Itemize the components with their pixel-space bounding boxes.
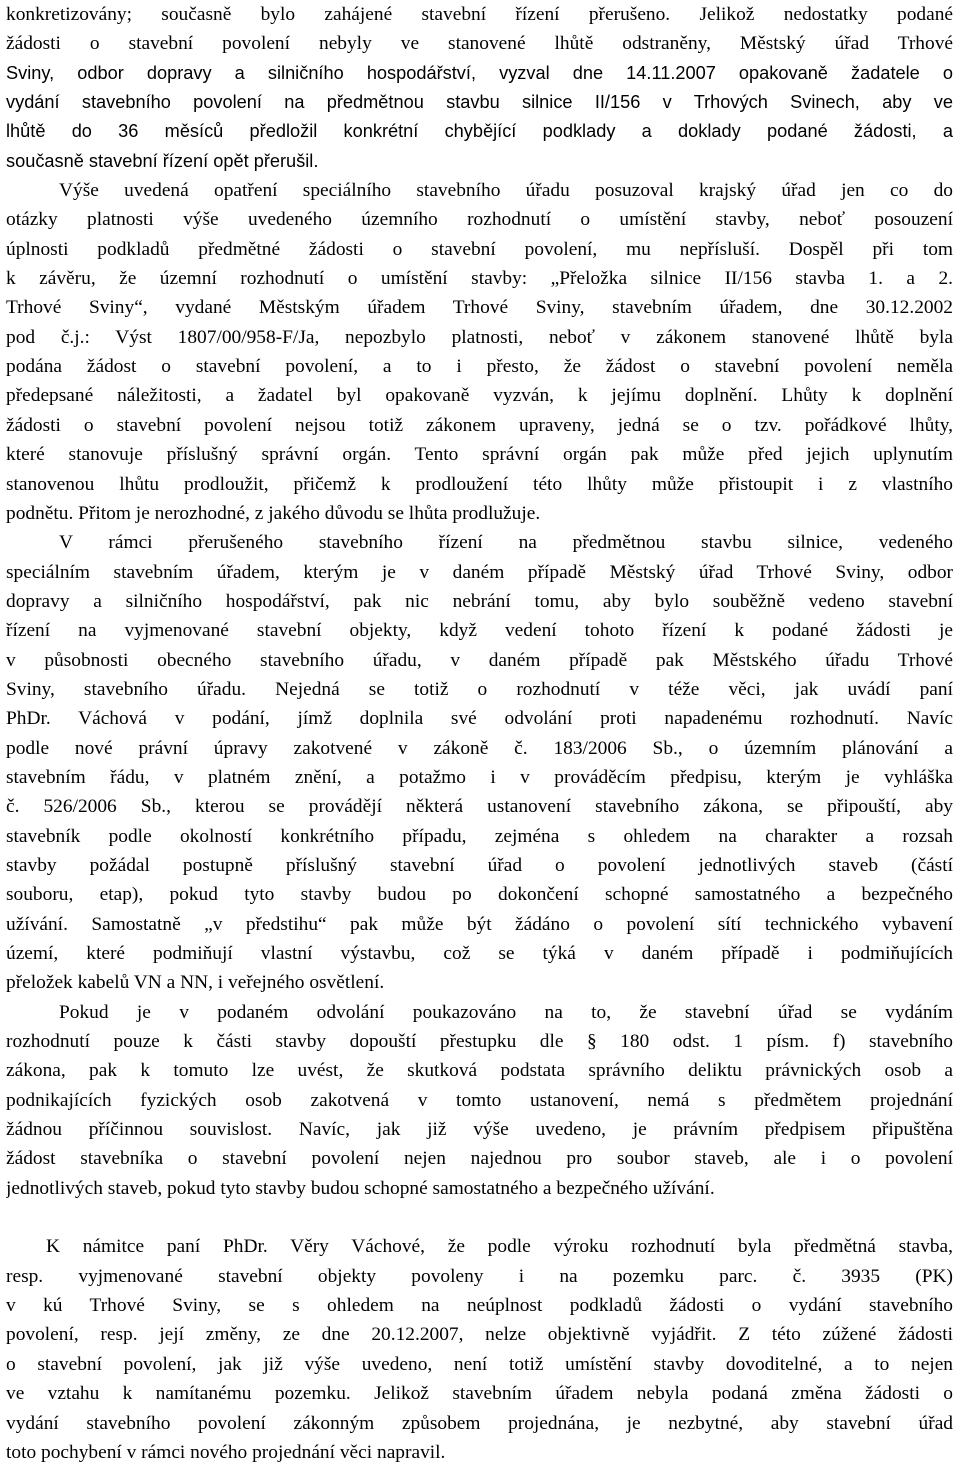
paragraph-3 (6, 528, 953, 998)
text-line: resp. vyjmenované stavební objekty povoleny i na pozemku parc. č. 3935 (PK) (6, 1265, 953, 1287)
text-line: území, které podmiňují vlastní výstavbu, což se týká v daném případě i podmiňujících (6, 943, 953, 964)
text-line: žádosti o stavební povolení nebyly ve stanovené lhůtě odstraněny, Městský úřad Trhové (6, 33, 953, 55)
text-line: stavebník podle okolností konkrétního případu, zejména s ohledem na charakter a rozsah (6, 825, 953, 847)
text-line: vydání stavebního povolení na předmětnou stavbu silnice II/156 v Trhových Svinech, aby ve (6, 92, 953, 113)
text-line: podnětu. Přitom je nerozhodné, z jakého důvodu se lhůta prodlužuje. (6, 502, 541, 524)
text-line: žádosti o stavební povolení nejsou totiž zákonem upraveny, jedná se o tzv. pořádkové lhůty, (6, 414, 953, 436)
text-line: konkretizovány; současně bylo zahájené stavební řízení přerušeno. Jelikož nedostatky podané (6, 4, 953, 25)
text-line: speciálním stavebním úřadem, kterým je v daném případě Městský úřad Trhové Sviny, odbor (6, 561, 953, 583)
text-line: žádnou příčinnou souvislost. Navíc, jak již výše uvedeno, je právním předpisem připuštěna (6, 1119, 953, 1141)
text-line: Trhové Sviny“, vydané Městským úřadem Trhové Sviny, stavebním úřadem, dne 30.12.2002 (6, 297, 953, 319)
text-line: k závěru, že územní rozhodnutí o umístění stavby: „Přeložka silnice II/156 stavba 1. a 2. (6, 268, 953, 290)
text-line: K námitce paní PhDr. Věry Váchové, že podle výroku rozhodnutí byla předmětná stavba, (46, 1236, 953, 1258)
text-line: řízení na vyjmenované stavební objekty, když vedení tohoto řízení k podané žádosti je (6, 620, 953, 642)
text-line: ve vztahu k namítanému pozemku. Jelikož stavebním úřadem nebyla podaná změna žádosti o (6, 1383, 953, 1405)
paragraph-2 (6, 176, 953, 528)
text-line: Sviny, stavebního úřadu. Nejedná se totiž o rozhodnutí v téže věci, jak uvádí paní (6, 678, 953, 700)
text-line: toto pochybení v rámci nového projednání věci napravil. (6, 1441, 446, 1463)
text-line: č. 526/2006 Sb., kterou se provádějí některá ustanovení stavebního zákona, se připouští, aby (6, 796, 953, 818)
paragraph-spacer (6, 1203, 953, 1232)
text-line: stanovenou lhůtu prodloužit, přičemž k prodloužení této lhůty může přistoupit i z vlastního (6, 473, 953, 495)
text-line: podána žádost o stavební povolení, a to i přesto, že žádost o stavební povolení neměla (6, 356, 953, 378)
text-line: podnikajících fyzických osob zakotvená v tomto ustanovení, nemá s předmětem projednání (6, 1089, 953, 1111)
text-line: otázky platnosti výše uvedeného územního rozhodnutí o umístění stavby, neboť posouzení (6, 209, 953, 231)
text-line: lhůtě do 36 měsíců předložil konkrétní chybějící podklady a doklady podané žádosti, a (6, 121, 953, 142)
text-line: dopravy a silničního hospodářství, pak nic nebrání tomu, aby bylo souběžně vedeno stavební (6, 590, 953, 612)
text-line: Pokud je v podaném odvolání poukazováno na to, že stavební úřad se vydáním (59, 1001, 953, 1023)
text-line: jednotlivých staveb, pokud tyto stavby budou schopné samostatného a bezpečného užívání. (6, 1177, 715, 1199)
paragraph-1 (6, 0, 953, 176)
text-line: o stavební povolení, jak již výše uvedeno, není totiž umístění stavby dovoditelné, a to nejen (6, 1353, 953, 1375)
paragraph-5 (6, 1232, 953, 1467)
paragraph-4 (6, 998, 953, 1203)
text-line: žádost stavebníka o stavební povolení nejen najednou pro soubor staveb, ale i o povolení (6, 1148, 953, 1170)
text-line: Výše uvedená opatření speciálního stavebního úřadu posuzoval krajský úřad jen co do (59, 180, 953, 202)
text-line: v kú Trhové Sviny, se s ohledem na neúplnost podkladů žádosti o vydání stavebního (6, 1295, 953, 1317)
text-line: pod č.j.: Výst 1807/00/958-F/Ja, nepozbylo platnosti, neboť v zákonem stanovené lhůtě byla (6, 326, 953, 348)
text-line: povolení, resp. její změny, ze dne 20.12.2007, nelze objektivně vyjádřit. Z této zúžené žádosti (6, 1324, 953, 1346)
text-line: v působnosti obecného stavebního úřadu, v daném případě pak Městského úřadu Trhové (6, 649, 953, 671)
text-line: rozhodnutí pouze k části stavby dopouští přestupku dle § 180 odst. 1 písm. f) stavebního (6, 1031, 953, 1053)
text-line: Sviny, odbor dopravy a silničního hospodářství, vyzval dne 14.11.2007 opakovaně žadatele o (6, 62, 953, 83)
text-line: souboru, etap), pokud tyto stavby budou po dokončení schopné samostatného a bezpečného (6, 884, 953, 906)
text-line: úplnosti podkladů předmětné žádosti o stavební povolení, mu nepřísluší. Dospěl při tom (6, 238, 953, 260)
text-line: které stanovuje příslušný správní orgán. Tento správní orgán pak může před jejich uplynutím (6, 444, 953, 466)
text-line: vydání stavebního povolení zákonným způsobem projednána, je nezbytné, aby stavební úřad (6, 1412, 953, 1434)
text-line: PhDr. Váchová v podání, jímž doplnila své odvolání proti napadenému rozhodnutí. Navíc (6, 708, 953, 730)
text-line: přeložek kabelů VN a NN, i veřejného osvětlení. (6, 972, 385, 994)
text-line: současně stavební řízení opět přerušil. (6, 150, 319, 171)
text-line: užívání. Samostatně „v předstihu“ pak může být žádáno o povolení sítí technického vybavení (6, 913, 953, 935)
text-line: stavebním řádu, v platném znění, a potažmo i v prováděcím předpisu, kterým je vyhláška (6, 766, 953, 788)
text-line: V rámci přerušeného stavebního řízení na předmětnou stavbu silnice, vedeného (59, 532, 953, 554)
text-line: stavby požádal postupně příslušný stavební úřad o povolení jednotlivých staveb (částí (6, 854, 953, 876)
text-line: předepsané náležitosti, a žadatel byl opakovaně vyzván, k jejímu doplnění. Lhůty k doplnění (6, 385, 953, 407)
text-line: zákona, pak k tomuto lze uvést, že skutková podstata správního deliktu právnických osob a (6, 1060, 953, 1082)
text-line: podle nové právní úpravy zakotvené v zákoně č. 183/2006 Sb., o územním plánování a (6, 737, 953, 759)
